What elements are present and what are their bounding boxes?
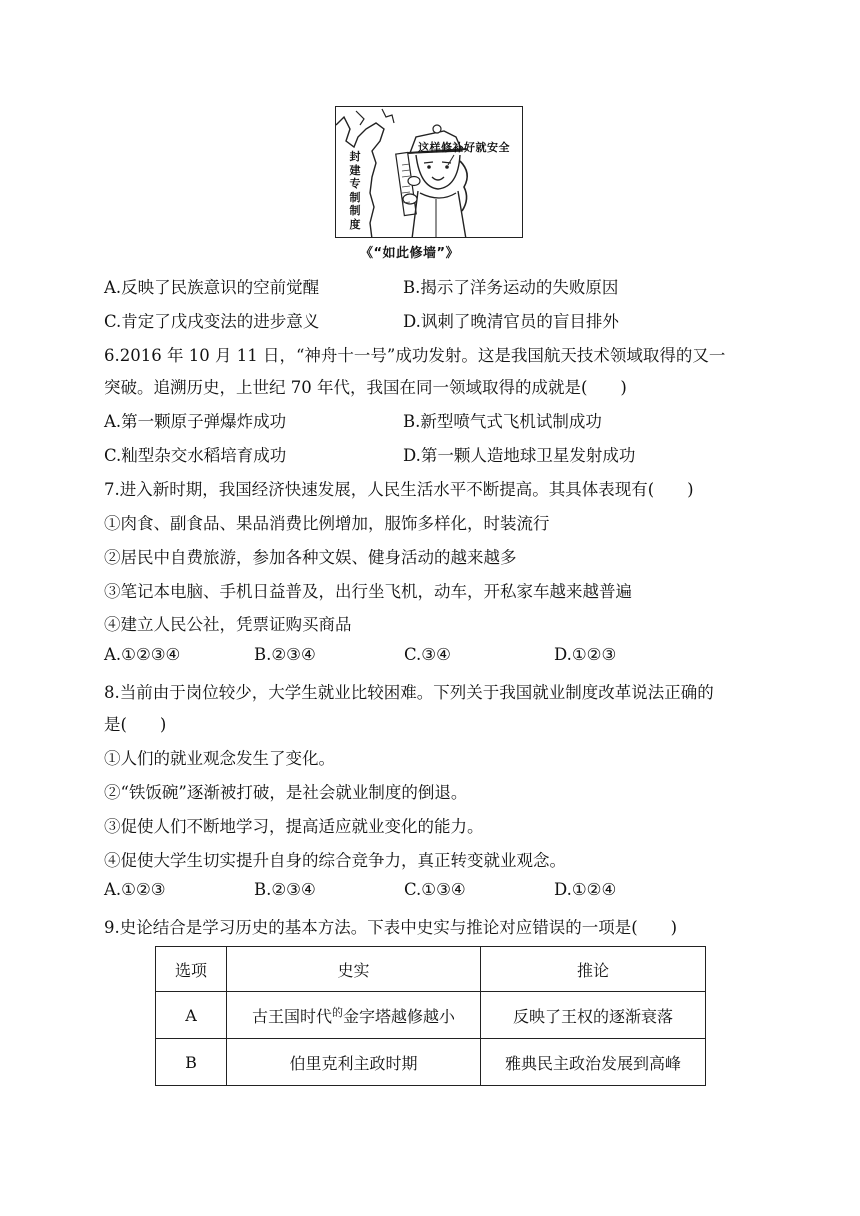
header-option: 选项: [156, 947, 227, 992]
q7-option-c: C.③④: [404, 645, 451, 664]
q8-option-b: B.②③④: [254, 880, 316, 899]
figure-caption: 《“如此修墙”》: [360, 246, 460, 261]
table-header-row: [156, 947, 706, 992]
row-b-fact: 伯里克利主政时期: [227, 1039, 481, 1086]
q8-option-d: D.①②④: [554, 880, 617, 899]
q7-item-1: ①肉食、副食品、果品消费比例增加，服饰多样化，时装流行: [104, 514, 550, 533]
q5-option-b: B.揭示了洋务运动的失败原因: [403, 278, 619, 297]
header-inference: 推论: [481, 947, 706, 992]
q7-option-b: B.②③④: [254, 645, 316, 664]
q6-stem-line-1: 6.2016 年 10 月 11 日，“神舟十一号”成功发射。这是我国航天技术领域取得的又一: [104, 346, 726, 365]
table-row: [156, 1039, 706, 1086]
q6-option-d: D.第一颗人造地球卫星发射成功: [403, 446, 636, 465]
row-a-fact-sup: 的: [332, 1005, 343, 1019]
cartoon-drawing: [336, 107, 523, 238]
q6-option-c: C.籼型杂交水稻培育成功: [104, 446, 287, 465]
q8-item-4: ④促使大学生切实提升自身的综合竞争力，真正转变就业观念。: [104, 851, 566, 870]
q8-item-3: ③促使人们不断地学习，提高适应就业变化的能力。: [104, 817, 484, 836]
q9-table: [155, 946, 706, 1086]
q6-option-a: A.第一颗原子弹爆炸成功: [104, 412, 287, 431]
q7-item-3: ③笔记本电脑、手机日益普及，出行坐飞机，动车，开私家车越来越普遍: [104, 582, 632, 601]
cartoon-figure: [335, 106, 523, 238]
q7-option-a: A.①②③④: [104, 645, 181, 664]
table-row: [156, 992, 706, 1039]
q5-option-c: C.肯定了戊戌变法的进步意义: [104, 312, 320, 331]
row-a-inference: 反映了王权的逐渐衰落: [481, 992, 706, 1039]
row-b-inference: 雅典民主政治发展到高峰: [481, 1039, 706, 1086]
q8-option-c: C.①③④: [404, 880, 466, 899]
q8-item-2: ②“铁饭碗”逐渐被打破，是社会就业制度的倒退。: [104, 783, 468, 802]
q8-option-a: A.①②③: [104, 880, 166, 899]
row-a-option: A: [156, 992, 227, 1039]
q6-option-b: B.新型喷气式飞机试制成功: [403, 412, 602, 431]
q8-item-1: ①人们的就业观念发生了变化。: [104, 749, 335, 768]
q8-stem-line-1: 8.当前由于岗位较少，大学生就业比较困难。下列关于我国就业制度改革说法正确的: [104, 683, 714, 702]
q7-item-4: ④建立人民公社，凭票证购买商品: [104, 615, 352, 634]
row-a-fact: [227, 992, 481, 1039]
q5-option-d: D.讽刺了晚清官员的盲目排外: [403, 312, 619, 331]
q9-stem: 9.史论结合是学习历史的基本方法。下表中史实与推论对应错误的一项是( ): [104, 918, 678, 937]
row-a-fact-part-2: 金字塔越修越小: [343, 1006, 456, 1026]
q6-stem-line-2: 突破。追溯历史，上世纪 70 年代，我国在同一领域取得的成就是( ): [104, 378, 627, 397]
q5-option-a: A.反映了民族意识的空前觉醒: [104, 278, 320, 297]
q7-option-d: D.①②③: [554, 645, 617, 664]
row-b-option: B: [156, 1039, 227, 1086]
q8-stem-line-2: 是( ): [104, 715, 167, 734]
q7-stem: 7.进入新时期，我国经济快速发展，人民生活水平不断提高。其具体表现有( ): [104, 480, 694, 499]
header-fact: 史实: [227, 947, 481, 992]
wall-label: 封建专制制度: [349, 150, 361, 231]
row-a-fact-part-1: 古王国时代: [251, 1006, 332, 1026]
q7-item-2: ②居民中自费旅游，参加各种文娱、健身活动的越来越多: [104, 548, 517, 567]
speech-bubble-text: 这样修补好就安全: [418, 141, 510, 154]
